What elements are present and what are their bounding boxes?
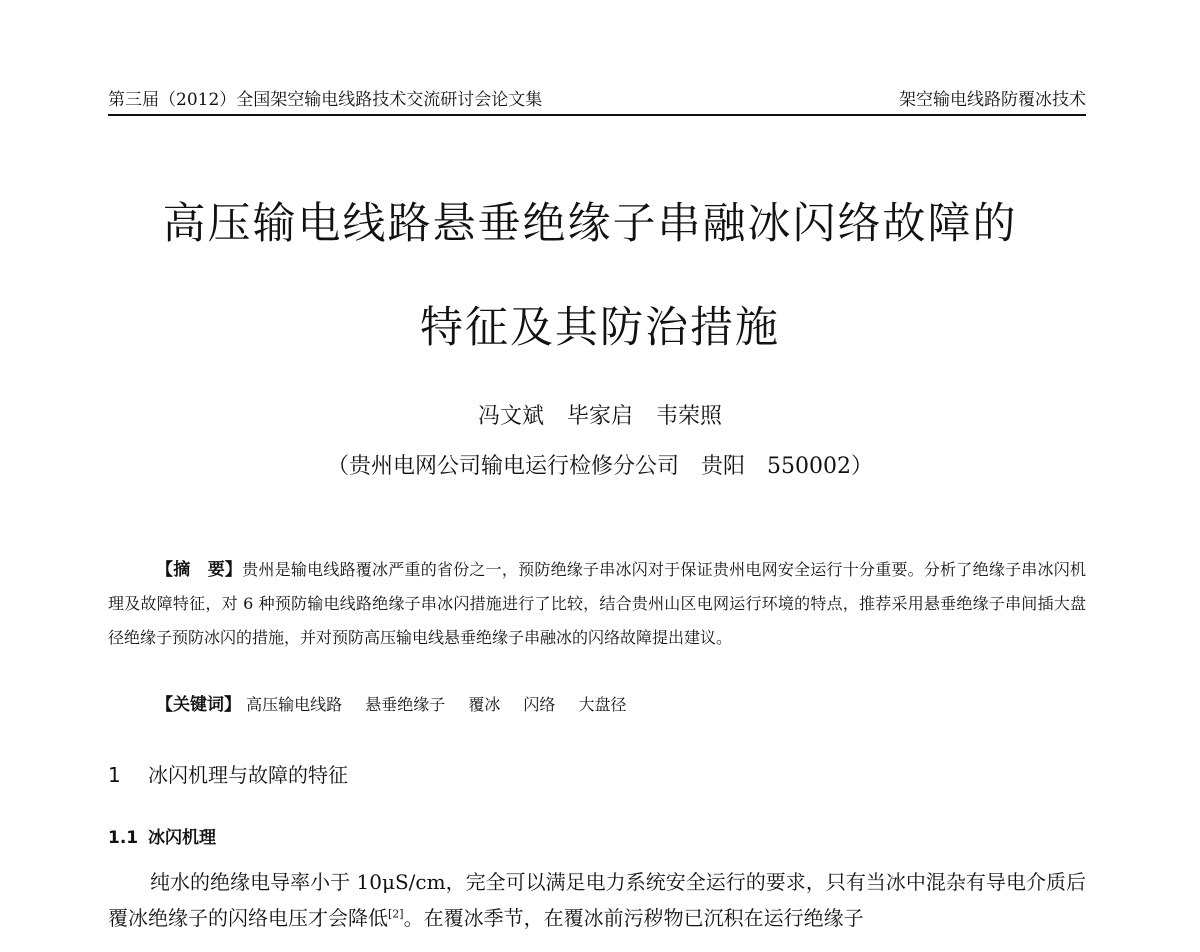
body-paragraph xyxy=(108,864,1086,936)
running-header xyxy=(108,88,1086,116)
section-number: 1 xyxy=(108,763,121,787)
keyword: 悬垂绝缘子 xyxy=(365,695,446,714)
subsection-title: 冰闪机理 xyxy=(148,828,216,848)
abstract-text: 贵州是输电线路覆冰严重的省份之一，预防绝缘子串冰闪对于保证贵州电网安全运行十分重要。分析了绝缘子串冰闪机理及故障特征，对 6 种预防输电线路绝缘子串冰闪措施进行了比较，结合贵州山区电网运行环境的特点，推荐采用悬垂绝缘子串间插大盘径绝缘子预防冰闪的措施，并对预防高压输电线悬垂绝缘子串融冰的闪络故障提出建议。 xyxy=(108,560,1086,647)
header-section-title: 架空输电线路防覆冰技术 xyxy=(899,90,1086,110)
author-name: 冯文斌 xyxy=(477,404,544,429)
header-journal-title: 第三届（2012）全国架空输电线路技术交流研讨会论文集 xyxy=(108,90,543,110)
abstract-label: 【摘 要】 xyxy=(156,560,243,580)
author-name: 毕家启 xyxy=(566,404,633,429)
keyword: 闪络 xyxy=(523,695,556,714)
body-text-part: 。在覆冰季节，在覆冰前污秽物已沉积在运行绝缘子 xyxy=(403,906,864,930)
author-list xyxy=(0,402,1200,432)
affiliation: （贵州电网公司输电运行检修分公司 贵阳 550002） xyxy=(327,454,873,479)
body-text-part: 纯水的绝缘电导率小于 10μS/cm，完全可以满足电力系统安全运行的要求，只有当冰中混杂有导电介质后覆冰绝缘子的闪络电压才会降低 xyxy=(108,870,1086,930)
section-heading xyxy=(108,760,348,790)
subsection-number: 1.1 xyxy=(108,828,139,848)
keywords xyxy=(156,690,645,720)
paper-title-line-1: 高压输电线路悬垂绝缘子串融冰闪络故障的 xyxy=(162,199,1018,249)
citation-reference: [2] xyxy=(388,907,404,921)
keyword: 覆冰 xyxy=(468,695,501,714)
author-name: 韦荣照 xyxy=(656,404,723,429)
keyword: 高压输电线路 xyxy=(246,695,343,714)
paper-title-line-2: 特征及其防治措施 xyxy=(420,303,780,353)
keyword: 大盘径 xyxy=(578,695,627,714)
abstract xyxy=(108,553,1086,655)
keywords-label: 【关键词】 xyxy=(156,695,241,715)
section-title: 冰闪机理与故障的特征 xyxy=(148,763,348,787)
subsection-heading xyxy=(108,824,216,852)
